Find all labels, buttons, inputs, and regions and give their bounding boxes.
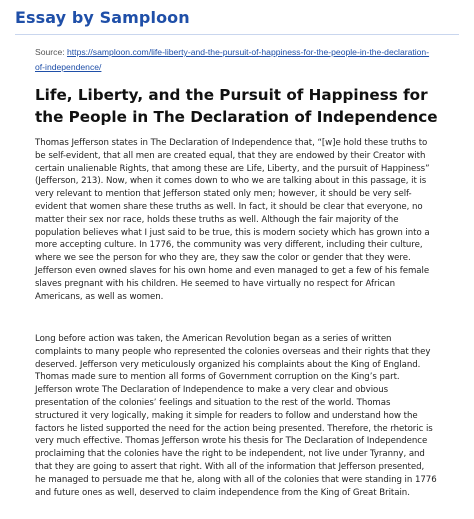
essay-title: Life, Liberty, and the Pursuit of Happiness for the People in The Declaration of Independence xyxy=(35,86,438,126)
source-link[interactable]: https://samploon.com/life-liberty-and-the-pursuit-of-happiness-for-the-people-in-the-declaration-of-independence/ xyxy=(35,47,430,72)
source-label: Source: xyxy=(35,47,65,57)
site-brand-title: Essay by Samploon xyxy=(15,8,190,27)
essay-paragraph-2: Long before action was taken, the American Revolution began as a series of written complaints to many people who represented the colonies overseas and their rights that they deserved. Jefferson very meticulously organized his complaints about the King of England. Thomas made sure to mention all forms of Government corruption on the King’s part. Jefferson wrote The Declaration of Independence to make a very clear and obvious presentation of the colonies’ feelings and situation to the rest of the world. Thomas structured it very logically, making it simple for readers to follow and understand how the factors he listed supported the need for the action being presented. Therefore, the rhetoric is very much effective. Thomas Jefferson wrote his thesis for The Declaration of Independence proclaiming that the colonies have the right to be independent, not live under Tyranny, and that they are going to assert that right. With all of the information that Jefferson presented, he managed to persuade me that he, along with all of the colonies that were standing in 1776 and future ones as well, deserved to claim independence from the King of Great Britain. xyxy=(35,334,437,498)
header-divider xyxy=(15,34,459,35)
source-line xyxy=(35,45,435,75)
essay-paragraph-1: Thomas Jefferson states in The Declaration of Independence that, “[w]e hold these truths to be self-evident, that all men are created equal, that they are endowed by their Creator with certain unalienable Rights, that among these are Life, Liberty, and the pursuit of Happiness” (Jefferson, 213). Now, when it comes down to who we are talking about in this passage, it is very relevant to mention that Jefferson stated only men; however, it should be very self-evident that women share these truths as well. In fact, it should be clear that everyone, no matter their sex nor race, holds these truths as well. Although the fair majority of the population believes what I just said to be true, this is modern society which has grown into a more accepting culture. In 1776, the community was very different, including their culture, where we see the person for who they are, they saw the color or gender that they were. Jefferson even owned slaves for his own home and even managed to get a few of his female slaves pregnant with his children. He seemed to have virtually no respect for African Americans, as well as women. xyxy=(35,138,430,302)
